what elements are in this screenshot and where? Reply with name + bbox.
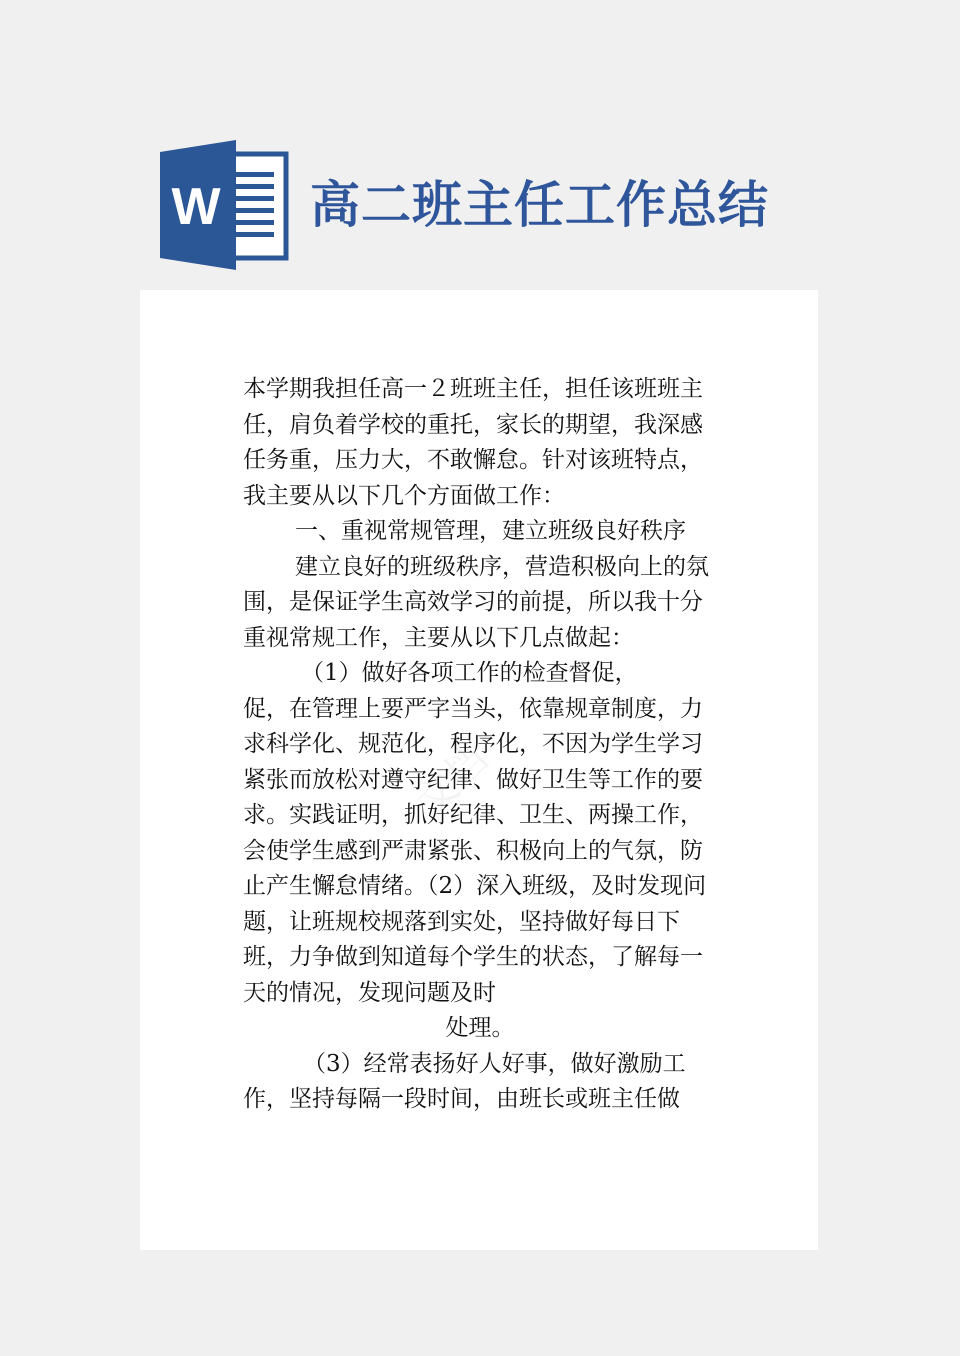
paragraph-continuation: 处理。 <box>445 1015 515 1041</box>
watermark: 文档 <box>407 736 498 826</box>
paragraph-list-item-1-body: 促，在管理上要严字当头，依靠规章制度，力求科学化、规范化，程序化，不因为学生学习紧张而放松对遵守纪律、做好卫生等工作的要求。实践证明，抓好纪律、卫生、两操工作，会使学生感到严肃紧张、积极向上的气氛，防止产生懈怠情绪。（2）深入班级，及时发现问题，让班规校规落到实处，坚持做好每日下班，力争做到知道每个学生的状态，了解每一天的情况，发现问题及时 <box>243 695 707 1006</box>
page-title: 高二班主任工作总结 <box>310 176 769 234</box>
list-item-1: （1）做好各项工作的检查督促， <box>301 660 638 686</box>
list-item-3: （3）经常表扬好人好事，做好激励工作，坚持每隔一段时间，由班长或班主任做 <box>243 1050 686 1112</box>
paragraph-section-1: 建立良好的班级秩序，营造积极向上的氛围，是保证学生高效学习的前提，所以我十分重视常规工作，主要从以下几点做起： <box>243 553 709 651</box>
word-document-icon <box>160 140 290 270</box>
section-heading-1: 一、重视常规管理，建立班级良好秩序 <box>295 518 686 544</box>
paragraph-intro: 本学期我担任高一２班班主任，担任该班班主任，肩负着学校的重托，家长的期望，我深感任务重，压力大，不敢懈怠。针对该班特点，我主要从以下几个方面做工作： <box>243 376 703 509</box>
document-header <box>160 140 860 270</box>
word-icon-letter: W <box>171 178 221 236</box>
document-page <box>140 290 818 1250</box>
document-body <box>243 372 717 1118</box>
